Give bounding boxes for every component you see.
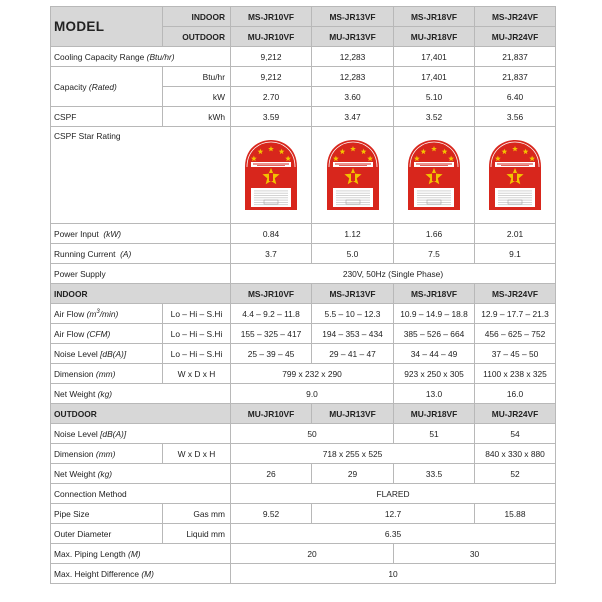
value-cell: 50 xyxy=(231,424,394,444)
row-air-flow-m3 xyxy=(51,304,556,324)
value-cell: 34 – 44 – 49 xyxy=(394,344,475,364)
setting-cell: Liquid mm xyxy=(163,524,231,544)
row-cspf xyxy=(51,107,556,127)
value-cell: 13.0 xyxy=(394,384,475,404)
row-connection-method xyxy=(51,484,556,504)
value-cell: 840 x 330 x 880 xyxy=(475,444,556,464)
row-outdoor-noise-level xyxy=(51,424,556,444)
value-cell: 17,401 xyxy=(394,67,475,87)
value-cell: 12,283 xyxy=(312,47,394,67)
indoor-model: MS-JR13VF xyxy=(312,284,394,304)
row-label: CSPF xyxy=(51,107,163,127)
setting-cell: W x D x H xyxy=(163,364,231,384)
value-cell: 3.56 xyxy=(475,107,556,127)
value-cell: 799 x 232 x 290 xyxy=(231,364,394,384)
row-cooling-capacity-range xyxy=(51,47,556,67)
row-outer-diameter xyxy=(51,524,556,544)
setting-cell: Lo – Hi – S.Hi xyxy=(163,304,231,324)
value-cell: 21,837 xyxy=(475,47,556,67)
row-running-current xyxy=(51,244,556,264)
indoor-section-header xyxy=(51,284,556,304)
value-cell: 5.5 – 10 – 12.3 xyxy=(312,304,394,324)
row-label: Noise Level [dB(A)] xyxy=(51,424,231,444)
unit-cell: kW xyxy=(163,87,231,107)
value-cell: 51 xyxy=(394,424,475,444)
value-cell: 6.35 xyxy=(231,524,556,544)
value-cell: 17,401 xyxy=(394,47,475,67)
indoor-model: MS-JR18VF xyxy=(394,284,475,304)
indoor-model: MS-JR13VF xyxy=(312,7,394,27)
star-rating-cell xyxy=(312,127,394,224)
row-label: Net Weight (kg) xyxy=(51,464,231,484)
value-cell: 29 xyxy=(312,464,394,484)
row-label: Capacity (Rated) xyxy=(51,67,163,107)
outdoor-model: MU-JR18VF xyxy=(394,27,475,47)
energy-star-label-icon xyxy=(405,137,463,213)
indoor-model: MS-JR18VF xyxy=(394,7,475,27)
row-label: Dimension (mm) xyxy=(51,364,163,384)
value-cell: 230V, 50Hz (Single Phase) xyxy=(231,264,556,284)
value-cell: 20 xyxy=(231,544,394,564)
star-rating-cell xyxy=(475,127,556,224)
value-cell: 12.9 – 17.7 – 21.3 xyxy=(475,304,556,324)
value-cell: 5.0 xyxy=(312,244,394,264)
outdoor-model: MU-JR13VF xyxy=(312,404,394,424)
value-cell: 194 – 353 – 434 xyxy=(312,324,394,344)
indoor-model: MS-JR10VF xyxy=(231,284,312,304)
row-indoor-dimension xyxy=(51,364,556,384)
value-cell: 5.10 xyxy=(394,87,475,107)
value-cell: 3.60 xyxy=(312,87,394,107)
row-outdoor-net-weight xyxy=(51,464,556,484)
model-label: MODEL xyxy=(51,7,163,47)
indoor-label: INDOOR xyxy=(163,7,231,27)
outdoor-model: MU-JR24VF xyxy=(475,27,556,47)
energy-star-label-icon xyxy=(486,137,544,213)
unit-cell: kWh xyxy=(163,107,231,127)
row-label: Air Flow (CFM) xyxy=(51,324,163,344)
row-air-flow-cfm xyxy=(51,324,556,344)
value-cell: 33.5 xyxy=(394,464,475,484)
unit-cell: Btu/hr xyxy=(163,67,231,87)
value-cell: 15.88 xyxy=(475,504,556,524)
row-label: Running Current (A) xyxy=(51,244,231,264)
value-cell: 9.1 xyxy=(475,244,556,264)
value-cell: 0.84 xyxy=(231,224,312,244)
value-cell: 718 x 255 x 525 xyxy=(231,444,475,464)
value-cell: 21,837 xyxy=(475,67,556,87)
row-pipe-size xyxy=(51,504,556,524)
energy-star-label-icon xyxy=(324,137,382,213)
value-cell: 3.7 xyxy=(231,244,312,264)
indoor-model: MS-JR10VF xyxy=(231,7,312,27)
value-cell: 10.9 – 14.9 – 18.8 xyxy=(394,304,475,324)
row-power-supply xyxy=(51,264,556,284)
value-cell: 52 xyxy=(475,464,556,484)
value-cell: 1.66 xyxy=(394,224,475,244)
value-cell: 30 xyxy=(394,544,556,564)
row-label: CSPF Star Rating xyxy=(51,127,231,224)
value-cell: 9.0 xyxy=(231,384,394,404)
outdoor-model: MU-JR10VF xyxy=(231,27,312,47)
section-title: INDOOR xyxy=(51,284,231,304)
value-cell: 923 x 250 x 305 xyxy=(394,364,475,384)
value-cell: 12.7 xyxy=(312,504,475,524)
star-rating-cell xyxy=(231,127,312,224)
value-cell: 26 xyxy=(231,464,312,484)
row-label: Cooling Capacity Range (Btu/hr) xyxy=(51,47,231,67)
outdoor-label: OUTDOOR xyxy=(163,27,231,47)
row-max-height-difference xyxy=(51,564,556,584)
energy-star-label-icon xyxy=(242,137,300,213)
row-max-piping-length xyxy=(51,544,556,564)
value-cell: 54 xyxy=(475,424,556,444)
value-cell: 3.47 xyxy=(312,107,394,127)
outdoor-model: MU-JR13VF xyxy=(312,27,394,47)
value-cell: 2.01 xyxy=(475,224,556,244)
value-cell: 9,212 xyxy=(231,47,312,67)
row-label: Pipe Size xyxy=(51,504,163,524)
outdoor-model: MU-JR10VF xyxy=(231,404,312,424)
setting-cell: Lo – Hi – S.Hi xyxy=(163,324,231,344)
row-capacity-btu xyxy=(51,67,556,87)
row-power-input xyxy=(51,224,556,244)
outdoor-model: MU-JR24VF xyxy=(475,404,556,424)
row-label: Dimension (mm) xyxy=(51,444,163,464)
spec-table xyxy=(50,6,556,584)
row-label: Outer Diameter xyxy=(51,524,163,544)
value-cell: 29 – 41 – 47 xyxy=(312,344,394,364)
row-indoor-net-weight xyxy=(51,384,556,404)
value-cell: 1100 x 238 x 325 xyxy=(475,364,556,384)
value-cell: 385 – 526 – 664 xyxy=(394,324,475,344)
value-cell: 7.5 xyxy=(394,244,475,264)
value-cell: 155 – 325 – 417 xyxy=(231,324,312,344)
value-cell: 25 – 39 – 45 xyxy=(231,344,312,364)
value-cell: 9.52 xyxy=(231,504,312,524)
setting-cell: Gas mm xyxy=(163,504,231,524)
outdoor-section-header xyxy=(51,404,556,424)
row-label: Power Supply xyxy=(51,264,231,284)
row-cspf-star-rating xyxy=(51,127,556,224)
outdoor-model: MU-JR18VF xyxy=(394,404,475,424)
setting-cell: W x D x H xyxy=(163,444,231,464)
header-row-indoor xyxy=(51,7,556,27)
indoor-model: MS-JR24VF xyxy=(475,7,556,27)
row-label: Noise Level [dB(A)] xyxy=(51,344,163,364)
indoor-model: MS-JR24VF xyxy=(475,284,556,304)
row-indoor-noise-level xyxy=(51,344,556,364)
row-label: Net Weight (kg) xyxy=(51,384,231,404)
value-cell: 12,283 xyxy=(312,67,394,87)
value-cell: 16.0 xyxy=(475,384,556,404)
value-cell: 2.70 xyxy=(231,87,312,107)
row-label: Max. Height Difference (M) xyxy=(51,564,231,584)
value-cell: 6.40 xyxy=(475,87,556,107)
value-cell: 456 – 625 – 752 xyxy=(475,324,556,344)
setting-cell: Lo – Hi – S.Hi xyxy=(163,344,231,364)
value-cell: FLARED xyxy=(231,484,556,504)
row-label: Air Flow $(m^3/\min)$ xyxy=(51,304,163,324)
row-label: Connection Method xyxy=(51,484,231,504)
row-label: Power Input (kW) xyxy=(51,224,231,244)
value-cell: 3.52 xyxy=(394,107,475,127)
value-cell: 10 xyxy=(231,564,556,584)
section-title: OUTDOOR xyxy=(51,404,231,424)
value-cell: 4.4 – 9.2 – 11.8 xyxy=(231,304,312,324)
star-rating-cell xyxy=(394,127,475,224)
value-cell: 9,212 xyxy=(231,67,312,87)
row-label: Max. Piping Length (M) xyxy=(51,544,231,564)
value-cell: 1.12 xyxy=(312,224,394,244)
value-cell: 37 – 45 – 50 xyxy=(475,344,556,364)
value-cell: 3.59 xyxy=(231,107,312,127)
row-outdoor-dimension xyxy=(51,444,556,464)
